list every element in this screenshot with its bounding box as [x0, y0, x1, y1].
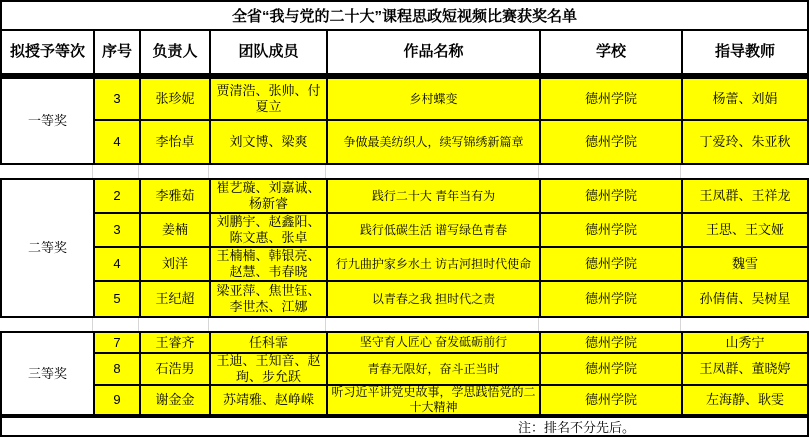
column-header-row: [2, 31, 807, 75]
gridline-cell: [539, 165, 681, 178]
team-cell: 刘鹏宇、赵鑫阳、陈文惠、张卓: [211, 214, 328, 248]
work-title-cell: 青春无限好，奋斗正当时: [328, 354, 541, 386]
work-title-cell: 坚守育人匠心 奋发砥砺前行: [328, 333, 541, 354]
teachers-cell: 丁爱玲、朱亚秋: [683, 121, 807, 163]
team-cell: 王楠楠、韩银亮、赵慧、韦春晓: [211, 248, 328, 282]
work-title-cell: 践行低碳生活 谱写绿色青春: [328, 214, 541, 248]
table-header-block: [0, 0, 809, 77]
school-cell: 德州学院: [541, 333, 683, 354]
leader-cell: 王纪超: [141, 282, 211, 316]
teachers-cell: 王思、王文娅: [683, 214, 807, 248]
teachers-cell: 王凤群、董晓婷: [683, 354, 807, 386]
award-level-cell: 三等奖: [2, 333, 95, 414]
leader-cell: 王睿齐: [141, 333, 211, 354]
teachers-cell: 左海静、耿雯: [683, 386, 807, 414]
seq-cell: 5: [95, 282, 141, 316]
work-title-cell: 乡村蝶变: [328, 79, 541, 121]
leader-cell: 石浩男: [141, 354, 211, 386]
leader-cell: 李雅茹: [141, 180, 211, 214]
school-cell: 德州学院: [541, 79, 683, 121]
gridline-cell: [326, 318, 539, 331]
seq-cell: 8: [95, 354, 141, 386]
team-cell: 苏靖雅、赵峥嵘: [211, 386, 328, 414]
gridline-cell: [209, 318, 326, 331]
school-cell: 德州学院: [541, 121, 683, 163]
seq-cell: 3: [95, 214, 141, 248]
team-cell: 刘文博、梁爽: [211, 121, 328, 163]
gridline-cell: [209, 165, 326, 178]
team-cell: 王迪、王知音、赵珣、步允跃: [211, 354, 328, 386]
team-cell: 梁亚萍、焦世钰、李世杰、江娜: [211, 282, 328, 316]
leader-cell: 姜楠: [141, 214, 211, 248]
gridline-cell: [0, 318, 93, 331]
teachers-cell: 孙倩倩、吴树星: [683, 282, 807, 316]
column-header-leader: 负责人: [141, 31, 211, 75]
footnote-text: 注：排名不分先后。: [518, 420, 636, 435]
award-level-cell: 二等奖: [2, 180, 95, 316]
column-header-team: 团队成员: [211, 31, 328, 75]
school-cell: 德州学院: [541, 282, 683, 316]
work-title-cell: 听习近平讲党史故事，学思践悟党的二十大精神: [328, 386, 541, 414]
school-cell: 德州学院: [541, 248, 683, 282]
gridline-cell: [139, 165, 209, 178]
team-cell: 贾清浩、张帅、付夏立: [211, 79, 328, 121]
leader-cell: 谢金金: [141, 386, 211, 414]
team-cell: 任科霏: [211, 333, 328, 354]
work-title-cell: 行九曲护家乡水土 访古河担时代使命: [328, 248, 541, 282]
gridline-cell: [539, 318, 681, 331]
school-cell: 德州学院: [541, 354, 683, 386]
work-title-cell: 争做最美纺织人，续写锦绣新篇章: [328, 121, 541, 163]
section-first-prize: [0, 77, 809, 165]
school-cell: 德州学院: [541, 214, 683, 248]
school-cell: 德州学院: [541, 386, 683, 414]
seq-cell: 2: [95, 180, 141, 214]
seq-cell: 7: [95, 333, 141, 354]
work-title-cell: 以青春之我 担时代之责: [328, 282, 541, 316]
school-cell: 德州学院: [541, 180, 683, 214]
column-header-award-level: 拟授予等次: [2, 31, 95, 75]
footnote-row: [0, 416, 809, 437]
column-header-school: 学校: [541, 31, 683, 75]
gridline-cell: [326, 165, 539, 178]
teachers-cell: 山秀宁: [683, 333, 807, 354]
seq-cell: 4: [95, 248, 141, 282]
gridline-cell: [0, 165, 93, 178]
team-cell: 崔艺璇、刘嘉诚、杨新睿: [211, 180, 328, 214]
column-header-seq: 序号: [95, 31, 141, 75]
teachers-cell: 王凤群、王祥龙: [683, 180, 807, 214]
column-header-teachers: 指导教师: [683, 31, 807, 75]
leader-cell: 李怡卓: [141, 121, 211, 163]
gridline-cell: [93, 165, 139, 178]
leader-cell: 刘洋: [141, 248, 211, 282]
seq-cell: 9: [95, 386, 141, 414]
column-header-work: 作品名称: [328, 31, 541, 75]
leader-cell: 张珍妮: [141, 79, 211, 121]
seq-cell: 3: [95, 79, 141, 121]
spreadsheet-gap-row: [0, 318, 809, 331]
page-title: 全省“我与党的二十大”课程思政短视频比赛获奖名单: [2, 2, 807, 31]
teachers-cell: 杨蕾、刘娟: [683, 79, 807, 121]
teachers-cell: 魏雪: [683, 248, 807, 282]
section-third-prize: [0, 331, 809, 416]
gridline-cell: [681, 165, 809, 178]
section-second-prize: [0, 178, 809, 318]
work-title-cell: 践行二十大 青年当有为: [328, 180, 541, 214]
award-level-cell: 一等奖: [2, 79, 95, 163]
seq-cell: 4: [95, 121, 141, 163]
spreadsheet-gap-row: [0, 165, 809, 178]
gridline-cell: [93, 318, 139, 331]
gridline-cell: [681, 318, 809, 331]
gridline-cell: [139, 318, 209, 331]
